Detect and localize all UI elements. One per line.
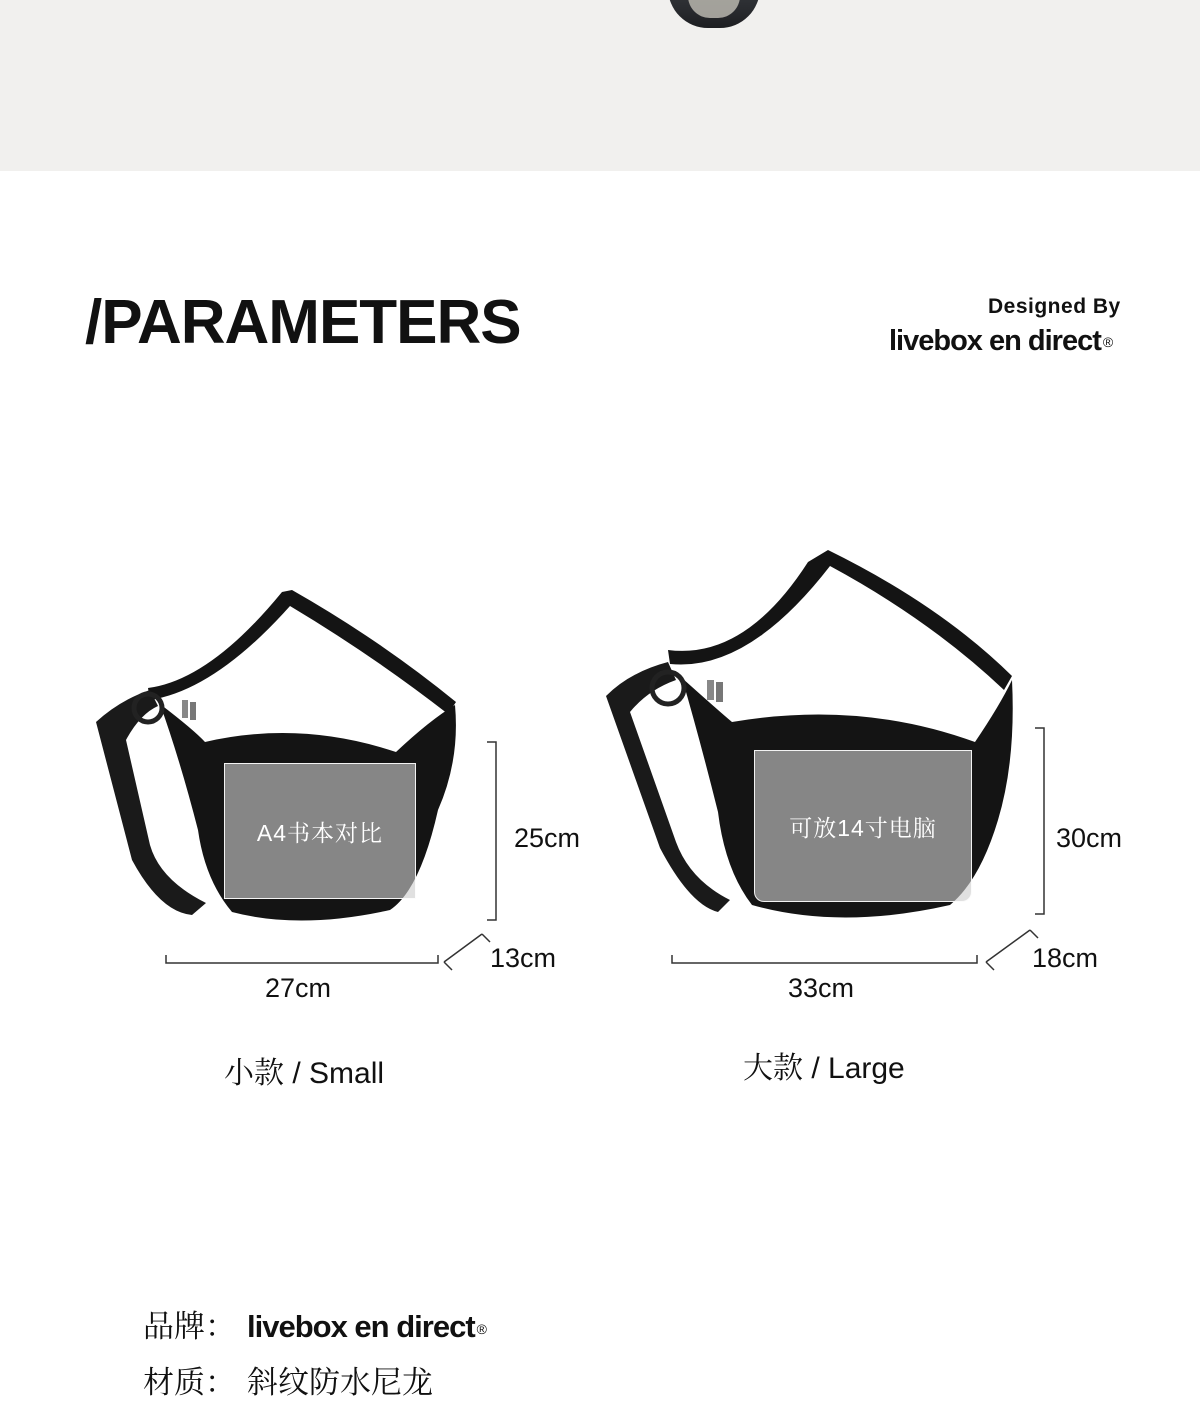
small-depth-label: 13cm [490, 943, 557, 973]
small-width-label: 27cm [265, 973, 332, 1003]
designed-by-label: Designed By [988, 295, 1121, 318]
large-width-label: 33cm [788, 973, 855, 1003]
page-title: /PARAMETERS [85, 288, 521, 357]
a4-comparison-overlay: A4书本对比 [224, 763, 416, 899]
laptop-comparison-overlay: 可放14寸电脑 [754, 750, 972, 902]
spec-key: 材质： [143, 1365, 236, 1401]
spec-row-material [143, 1357, 433, 1402]
large-size-label: 大款 / Large [743, 1052, 905, 1085]
large-depth-label: 18cm [1032, 943, 1099, 973]
spec-key: 品牌： [143, 1309, 236, 1345]
spec-brand-logo: livebox en direct ® [247, 1309, 486, 1344]
spec-row-brand [143, 1301, 486, 1346]
large-height-label: 30cm [1056, 823, 1123, 853]
spec-value: 斜纹防水尼龙 [247, 1365, 433, 1401]
small-size-label: 小款 / Small [224, 1057, 385, 1090]
brand-logo: livebox en direct ® [889, 325, 1113, 357]
small-height-label: 25cm [514, 823, 581, 853]
